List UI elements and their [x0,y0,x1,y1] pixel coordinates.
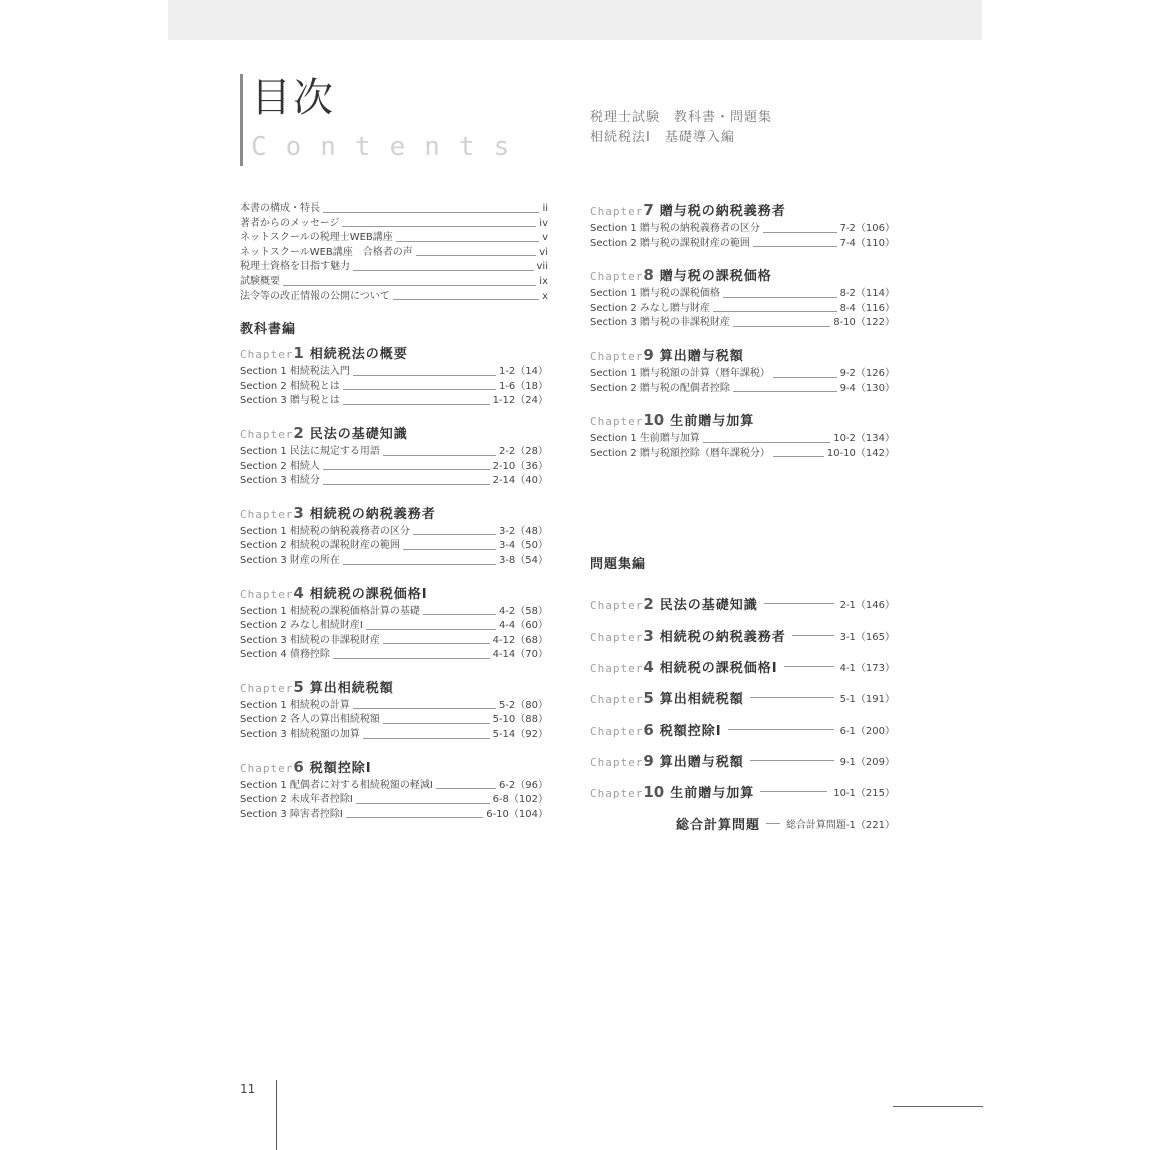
chapter-number: 6 [293,757,304,776]
leader-dots [366,629,496,630]
leader-dots [760,791,827,792]
leader-dots [283,285,536,286]
chapter-word: Chapter [590,349,644,363]
section-item[interactable] [590,382,895,397]
chapter-title: 民法の基礎知識 [659,598,758,614]
chapter-number: 2 [643,595,654,614]
section-item[interactable] [240,539,548,554]
entry-page: 2-10（36） [492,460,548,472]
section-item[interactable] [240,445,548,460]
chapter-number: 3 [293,503,304,522]
entry-page: 1-2（14） [498,366,548,378]
entry-label: Section 2 みなし相続財産Ⅰ [240,620,363,632]
leader-dots [784,666,834,667]
textbook-chapters-right [590,200,895,461]
chapter-title: 生前贈与加算 [670,414,755,430]
entry-page: 3-2（48） [498,525,548,537]
leader-dots [383,723,490,724]
chapter-word: Chapter [590,724,644,738]
chapter-number: 5 [643,689,654,708]
entry-label: ネットスクールWEB講座 合格者の声 [240,246,413,258]
entry-page: 5-10（88） [492,714,548,726]
chapter-block [590,345,895,396]
entry-label: Section 4 債務控除 [240,649,330,661]
chapter-number: 5 [293,677,304,696]
entry-page: v [542,232,548,244]
page-title: 目次 [251,75,335,121]
section-item[interactable] [240,793,548,808]
section-item[interactable] [240,605,548,620]
entry-label: Section 2 贈与税の課税財産の範囲 [590,237,750,249]
chapter-block [240,583,548,663]
leader-dots [728,729,834,730]
chapter-title: 相続税の納税義務者 [309,506,436,522]
section-item[interactable] [240,365,548,380]
entry-label: Section 2 贈与税の配偶者控除 [590,382,730,394]
workbook-chapter-item[interactable] [590,714,895,745]
entry-page: 6-10（104） [486,808,548,820]
entry-page: 9-4（130） [839,382,895,394]
chapter-word: Chapter [240,348,294,362]
leader-dots [323,484,490,485]
entry-page: 1-12（24） [492,395,548,407]
chapter-heading [240,423,548,442]
chapter-heading [240,757,548,776]
leader-dots [773,456,824,457]
chapter-heading [590,265,895,284]
entry-page: 9-2（126） [839,367,895,379]
leader-dots [393,299,539,300]
section-item[interactable] [240,728,548,743]
entry-label: Section 1 贈与税額の計算（暦年課税） [590,367,770,379]
entry-label: Section 1 相続税の納税義務者の区分 [240,525,410,537]
chapter-number: 9 [643,751,654,770]
leader-dots [383,455,496,456]
entry-page: vii [536,261,548,273]
chapter-title: 贈与税の納税義務者 [659,204,786,219]
chapter-heading [590,594,758,613]
entry-page: 4-2（58） [498,605,548,617]
toc-right-column [590,200,895,839]
section-item[interactable] [240,779,548,794]
section-item[interactable] [240,619,548,634]
chapter-title: 相続税の課税価格Ⅰ [659,661,778,677]
entry-label: Section 1 相続税の計算 [240,699,350,711]
chapter-block [590,200,895,251]
front-matter-item[interactable] [240,260,548,275]
page-title-en: Contents [251,132,529,162]
workbook-total-row[interactable] [590,807,895,838]
front-matter-item[interactable] [240,290,548,305]
chapter-title: 相続税法の概要 [309,347,408,363]
entry-page: ix [539,275,548,287]
chapter-word: Chapter [590,755,644,769]
chapter-heading [590,782,754,801]
entry-label: Section 3 障害者控除Ⅰ [240,808,343,820]
chapter-word: Chapter [240,507,294,521]
chapter-title: 民法の基礎知識 [309,426,408,442]
leader-dots [333,658,490,659]
entry-label: Section 2 贈与税額控除（暦年課税分） [590,447,770,459]
entry-page: 8-10（122） [833,317,895,329]
chapter-block [590,265,895,331]
workbook-chapter-item[interactable] [590,588,895,619]
chapter-title: 税額控除Ⅰ [309,760,372,776]
leader-dots [773,377,837,378]
leader-dots [413,534,496,535]
chapter-heading [590,720,722,739]
entry-label: Section 2 各人の算出相続税額 [240,714,380,726]
chapter-block [590,410,895,461]
entry-page: x [542,290,548,302]
entry-label: Section 1 贈与税の課税価格 [590,288,720,300]
entry-page: 1-6（18） [498,380,548,392]
leader-dots [363,738,490,739]
chapter-heading [240,343,548,362]
footer-divider-horizontal [893,1106,983,1107]
chapter-title: 算出相続税額 [309,680,394,696]
entry-page: 2-2（28） [498,445,548,457]
leader-dots [353,375,496,376]
chapter-heading [590,751,744,770]
entry-page: 6-2（96） [498,779,548,791]
section-item[interactable] [240,699,548,714]
entry-label: Section 3 財産の所在 [240,554,340,566]
chapter-number: 7 [643,201,654,219]
section-item[interactable] [590,432,895,447]
section-item[interactable] [590,287,895,302]
front-matter-item[interactable] [240,231,548,246]
section-item[interactable] [240,525,548,540]
front-matter-list [240,202,548,304]
chapter-number: 8 [643,266,654,285]
textbook-heading: 教科書編 [240,322,297,338]
chapter-heading [590,688,744,707]
entry-page: 7-4（110） [839,237,895,249]
chapter-number: 2 [293,423,304,442]
leader-dots [342,226,536,227]
subtitle-line: 相続税法Ⅰ 基礎導入編 [590,130,735,145]
entry-page: 6-8（102） [492,794,548,806]
chapter-word: Chapter [590,662,644,676]
entry-label: Section 3 相続税の非課税財産 [240,634,380,646]
entry-page: 10-10（142） [826,447,895,459]
chapter-number: 10 [643,783,665,802]
leader-dots [723,297,837,298]
chapter-number: 1 [293,344,304,363]
chapter-word: Chapter [590,205,644,218]
entry-label: 著者からのメッセージ [240,217,340,229]
front-matter-item[interactable] [240,217,548,232]
entry-label: Section 3 相続税額の加算 [240,729,360,741]
section-item[interactable] [240,394,548,409]
leader-dots [343,564,496,565]
leader-dots [423,614,496,615]
entry-label: Section 1 相続税法入門 [240,366,350,378]
entry-label: 試験概要 [240,275,280,287]
workbook-total-title: 総合計算問題 [676,817,761,833]
chapter-block [240,757,548,823]
chapter-title: 税額控除Ⅰ [659,723,722,739]
chapter-number: 10 [643,411,665,430]
leader-dots [764,603,834,604]
chapter-number: 6 [643,720,654,739]
entry-page: vi [539,246,548,258]
chapter-heading [590,410,895,429]
entry-page: 10-2（134） [833,433,895,445]
entry-label: Section 3 相続分 [240,475,320,487]
entry-page: 3-8（54） [498,554,548,566]
chapter-title: 算出贈与税額 [659,348,744,364]
workbook-chapter-item[interactable] [590,776,895,807]
leader-dots [356,803,490,804]
front-matter-item[interactable] [240,246,548,261]
entry-label: Section 2 相続税とは [240,380,340,392]
chapter-word: Chapter [590,599,644,613]
entry-label: Section 1 相続税の課税価格計算の基礎 [240,605,420,617]
section-item[interactable] [240,648,548,663]
chapter-heading [590,657,778,676]
chapter-word: Chapter [240,681,294,695]
entry-label: Section 1 民法に規定する用語 [240,445,380,457]
entry-page: 7-2（106） [839,223,895,234]
workbook-chapter-list [590,588,895,807]
chapter-heading [590,626,786,645]
workbook-chapter-item[interactable] [590,745,895,776]
leader-dots [750,697,834,698]
chapter-block [240,503,548,569]
entry-page: 4-4（60） [498,620,548,632]
leader-dots [353,270,534,271]
leader-dots [403,549,496,550]
entry-label: 本書の構成・特長 [240,203,320,214]
section-item[interactable] [590,316,895,331]
chapter-number: 4 [293,583,304,602]
entry-label: Section 2 相続税の課税財産の範囲 [240,540,400,552]
entry-page: 9-1（209） [839,756,895,768]
chapter-title: 算出贈与税額 [659,754,744,770]
entry-page: 2-1（146） [839,600,895,612]
entry-page: 8-2（114） [839,288,895,300]
section-item[interactable] [240,808,548,823]
chapter-word: Chapter [240,587,294,601]
leader-dots [343,389,496,390]
footer-divider-vertical [276,1080,277,1150]
entry-page: 6-1（200） [839,725,895,737]
section-item[interactable] [240,474,548,489]
section-item[interactable] [590,237,895,252]
chapter-word: Chapter [240,427,294,441]
entry-page: 5-2（80） [498,699,548,711]
entry-page: iv [539,217,548,229]
subtitle-line: 税理士試験 教科書・問題集 [590,110,773,125]
leader-dots [396,241,539,242]
leader-dots [416,255,537,256]
leader-dots [323,469,490,470]
chapter-title: 生前贈与加算 [670,786,755,802]
entry-page: 3-1（165） [839,631,895,643]
chapter-heading [240,677,548,696]
entry-page: ii [542,203,548,214]
leader-dots [753,246,837,247]
entry-label: Section 2 みなし贈与財産 [590,302,710,314]
leader-dots [750,760,834,761]
workbook-chapter-item[interactable] [590,651,895,682]
leader-dots [792,635,834,636]
section-item[interactable] [240,460,548,475]
leader-dots [733,326,830,327]
page-number: 11 [240,1082,256,1096]
leader-dots [343,404,490,405]
entry-label: ネットスクールの税理士WEB講座 [240,232,393,244]
section-item[interactable] [590,302,895,317]
chapter-title: 算出相続税額 [659,692,744,708]
entry-label: Section 1 生前贈与加算 [590,433,700,445]
leader-dots [713,311,837,312]
chapter-word: Chapter [590,415,644,429]
section-item[interactable] [240,380,548,395]
front-matter-item[interactable] [240,275,548,290]
section-item[interactable] [240,713,548,728]
chapter-title: 相続税の納税義務者 [659,629,786,645]
workbook-chapter-item[interactable] [590,620,895,651]
chapter-word: Chapter [240,761,294,775]
entry-page: 4-12（68） [492,634,548,646]
workbook-heading: 問題集編 [590,557,647,573]
leader-dots [383,643,490,644]
leader-dots [346,817,483,818]
chapter-number: 4 [643,658,654,677]
entry-label: 税理士資格を目指す魅力 [240,261,350,273]
textbook-chapters-left [240,343,548,822]
entry-label: Section 1 贈与税の納税義務者の区分 [590,223,760,234]
entry-page: 4-1（173） [839,663,895,675]
leader-dots [436,788,496,789]
chapter-heading [590,345,895,364]
leader-dots [766,823,780,824]
entry-page: 5-14（92） [492,729,548,741]
section-item[interactable] [590,222,895,237]
chapter-block [240,423,548,489]
entry-label: Section 1 配偶者に対する相続税額の軽減Ⅰ [240,779,433,791]
leader-dots [323,212,539,213]
entry-label: Section 3 贈与税の非課税財産 [590,317,730,329]
chapter-number: 3 [643,626,654,645]
leader-dots [703,442,830,443]
chapter-heading [240,503,548,522]
leader-dots [733,391,837,392]
chapter-heading [590,200,895,219]
chapter-word: Chapter [590,270,644,284]
top-band [168,0,982,40]
workbook-chapter-item[interactable] [590,682,895,713]
entry-label: Section 2 未成年者控除Ⅰ [240,794,353,806]
leader-dots [353,708,496,709]
entry-page: 10-1（215） [833,788,895,800]
leader-dots [763,232,837,233]
entry-page: 3-4（50） [498,540,548,552]
workbook-total-page: 総合計算問題-1（221） [785,819,895,831]
section-item[interactable] [240,634,548,649]
section-item[interactable] [240,554,548,569]
chapter-block [240,677,548,743]
chapter-word: Chapter [590,693,644,707]
title-block [240,74,528,166]
entry-label: 法令等の改正情報の公開について [240,290,390,302]
entry-page: 5-1（191） [839,694,895,706]
section-item[interactable] [590,367,895,382]
entry-page: 4-14（70） [492,649,548,661]
chapter-word: Chapter [590,787,644,801]
entry-page: 2-14（40） [492,475,548,487]
chapter-word: Chapter [590,630,644,644]
entry-label: Section 3 贈与税とは [240,395,340,407]
section-item[interactable] [590,447,895,462]
chapter-title: 贈与税の課税価格 [659,269,772,285]
book-subtitle [590,108,772,148]
entry-page: 8-4（116） [839,302,895,314]
entry-label: Section 2 相続人 [240,460,320,472]
chapter-block [240,343,548,409]
chapter-number: 9 [643,345,654,364]
chapter-heading [240,583,548,602]
toc-left-column [240,202,548,836]
front-matter-item[interactable] [240,202,548,217]
chapter-title: 相続税の課税価格Ⅰ [309,586,428,602]
